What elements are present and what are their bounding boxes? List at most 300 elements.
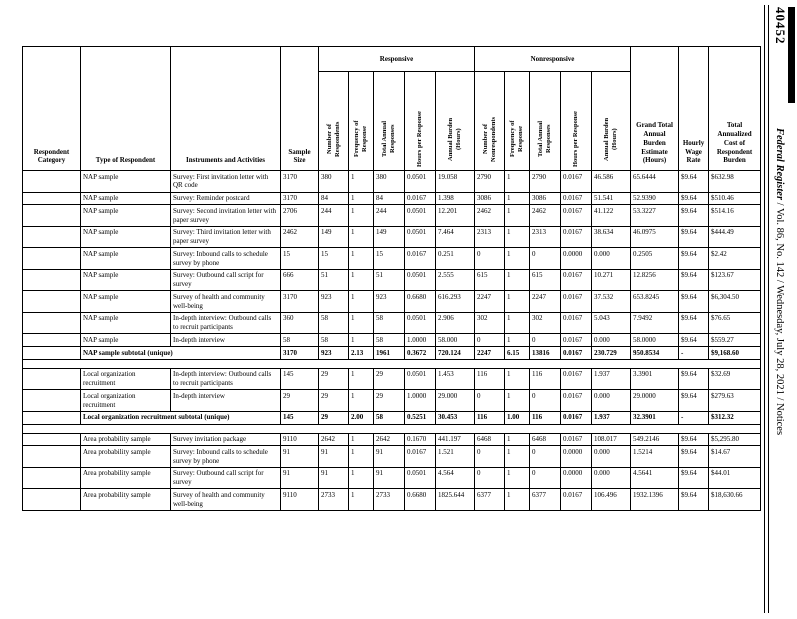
grand-total-burden-cell: 29.0000 xyxy=(631,390,679,412)
resp-annual-burden-cell: 1.398 xyxy=(436,192,475,205)
rot-header-hours-per-response-responsive: Hours per Response xyxy=(405,72,436,171)
resp-total-responses-cell: 91 xyxy=(374,467,405,489)
rot-header-total-annual-responses-responsive: Total Annual Responses xyxy=(374,72,405,171)
nonresp-annual-burden-cell: 0.000 xyxy=(592,334,631,347)
instrument-activity-cell: Survey: Reminder postcard xyxy=(171,192,281,205)
table-row xyxy=(23,446,761,468)
group-header-row xyxy=(23,47,761,72)
page-edge-black-bar xyxy=(788,7,795,103)
grand-total-burden-cell: 549.2146 xyxy=(631,433,679,446)
resp-hours-per-response-cell: 0.0167 xyxy=(405,248,436,270)
nonresp-hours-per-response-cell: 0.0167 xyxy=(561,291,592,313)
total-cost-cell: $18,630.66 xyxy=(709,489,761,511)
type-of-respondent-cell: Local organization recruitment xyxy=(81,390,171,412)
respondent-category-cell xyxy=(23,467,81,489)
respondent-category-cell xyxy=(23,347,81,360)
nonresp-total-responses-cell: 0 xyxy=(530,467,561,489)
section-spacer-row xyxy=(23,359,761,368)
subtotal-row xyxy=(23,347,761,360)
nonresp-frequency-cell: 1 xyxy=(505,334,530,347)
resp-annual-burden-cell: 1.521 xyxy=(436,446,475,468)
table-row xyxy=(23,334,761,347)
resp-total-responses-cell: 244 xyxy=(374,205,405,227)
resp-total-responses-cell: 84 xyxy=(374,192,405,205)
instrument-activity-cell: In-depth interview: Outbound calls to recruit participants xyxy=(171,368,281,390)
resp-annual-burden-cell: 441.197 xyxy=(436,433,475,446)
nonresp-hours-per-response-cell: 0.0167 xyxy=(561,390,592,412)
resp-hours-per-response-cell: 0.3672 xyxy=(405,347,436,360)
type-of-respondent-cell: NAP sample xyxy=(81,312,171,334)
nonresp-frequency-cell: 1 xyxy=(505,226,530,248)
header-total-annualized-cost: Total Annualized Cost of Respondent Burden xyxy=(709,47,761,171)
header-sample-size: Sample Size xyxy=(281,47,319,171)
total-cost-cell: $444.49 xyxy=(709,226,761,248)
burden-table-container xyxy=(22,46,760,511)
sample-size-cell: 15 xyxy=(281,248,319,270)
resp-number-cell: 29 xyxy=(319,390,349,412)
respondent-category-cell xyxy=(23,192,81,205)
header-hourly-wage-rate: Hourly Wage Rate xyxy=(679,47,709,171)
total-cost-cell: $32.69 xyxy=(709,368,761,390)
total-cost-cell: $2.42 xyxy=(709,248,761,270)
resp-annual-burden-cell: 2.906 xyxy=(436,312,475,334)
resp-hours-per-response-cell: 1.0000 xyxy=(405,334,436,347)
instrument-activity-cell: In-depth interview xyxy=(171,390,281,412)
resp-annual-burden-cell: 30.453 xyxy=(436,411,475,424)
nonresp-number-cell: 0 xyxy=(475,446,505,468)
resp-number-cell: 2642 xyxy=(319,433,349,446)
section-spacer-cell xyxy=(23,359,761,368)
resp-number-cell: 84 xyxy=(319,192,349,205)
hourly-wage-cell: $9.64 xyxy=(679,205,709,227)
nonresp-total-responses-cell: 6468 xyxy=(530,433,561,446)
type-of-respondent-cell: NAP sample xyxy=(81,205,171,227)
grand-total-burden-cell: 3.3901 xyxy=(631,368,679,390)
resp-frequency-cell: 1 xyxy=(349,205,374,227)
respondent-category-cell xyxy=(23,368,81,390)
nonresp-hours-per-response-cell: 0.0167 xyxy=(561,312,592,334)
resp-hours-per-response-cell: 0.0501 xyxy=(405,226,436,248)
nonresp-total-responses-cell: 0 xyxy=(530,390,561,412)
sample-size-cell: 9110 xyxy=(281,489,319,511)
type-of-respondent-cell: NAP sample xyxy=(81,248,171,270)
instrument-activity-cell: Survey: Outbound call script for survey xyxy=(171,467,281,489)
resp-number-cell: 58 xyxy=(319,312,349,334)
hourly-wage-cell: $9.64 xyxy=(679,489,709,511)
respondent-category-cell xyxy=(23,171,81,193)
resp-total-responses-cell: 51 xyxy=(374,269,405,291)
resp-number-cell: 58 xyxy=(319,334,349,347)
resp-frequency-cell: 1 xyxy=(349,390,374,412)
nonresp-total-responses-cell: 0 xyxy=(530,248,561,270)
type-of-respondent-cell: Area probability sample xyxy=(81,446,171,468)
resp-annual-burden-cell: 0.251 xyxy=(436,248,475,270)
journal-name: Federal Register xyxy=(774,128,785,201)
nonresp-annual-burden-cell: 37.532 xyxy=(592,291,631,313)
nonresp-number-cell: 2313 xyxy=(475,226,505,248)
instrument-activity-cell: In-depth interview: Outbound calls to recruit participants xyxy=(171,312,281,334)
grand-total-burden-cell: 1.5214 xyxy=(631,446,679,468)
resp-annual-burden-cell: 7.464 xyxy=(436,226,475,248)
table-row xyxy=(23,368,761,390)
nonresp-number-cell: 0 xyxy=(475,390,505,412)
hourly-wage-cell: $9.64 xyxy=(679,171,709,193)
resp-annual-burden-cell: 58.000 xyxy=(436,334,475,347)
resp-total-responses-cell: 91 xyxy=(374,446,405,468)
nonresp-total-responses-cell: 0 xyxy=(530,334,561,347)
resp-number-cell: 91 xyxy=(319,467,349,489)
nonresp-annual-burden-cell: 0.000 xyxy=(592,248,631,270)
nonresp-annual-burden-cell: 38.634 xyxy=(592,226,631,248)
sample-size-cell: 3170 xyxy=(281,291,319,313)
type-of-respondent-cell: Area probability sample xyxy=(81,489,171,511)
header-respondent-category: Respondent Category xyxy=(23,47,81,171)
total-cost-cell: $510.46 xyxy=(709,192,761,205)
nonresp-frequency-cell: 6.15 xyxy=(505,347,530,360)
resp-total-responses-cell: 29 xyxy=(374,390,405,412)
nonresp-hours-per-response-cell: 0.0000 xyxy=(561,248,592,270)
resp-hours-per-response-cell: 0.5251 xyxy=(405,411,436,424)
table-row xyxy=(23,433,761,446)
resp-frequency-cell: 1 xyxy=(349,171,374,193)
respondent-category-cell xyxy=(23,291,81,313)
nonresp-number-cell: 2462 xyxy=(475,205,505,227)
resp-total-responses-cell: 380 xyxy=(374,171,405,193)
resp-total-responses-cell: 58 xyxy=(374,312,405,334)
total-cost-cell: $76.65 xyxy=(709,312,761,334)
sample-size-cell: 29 xyxy=(281,390,319,412)
nonresp-number-cell: 2247 xyxy=(475,347,505,360)
type-of-respondent-cell: NAP sample xyxy=(81,192,171,205)
grand-total-burden-cell: 53.3227 xyxy=(631,205,679,227)
total-cost-cell: $123.67 xyxy=(709,269,761,291)
sample-size-cell: 2706 xyxy=(281,205,319,227)
grand-total-burden-cell: 32.3901 xyxy=(631,411,679,424)
hourly-wage-cell: $9.64 xyxy=(679,312,709,334)
total-cost-cell: $279.63 xyxy=(709,390,761,412)
rot-header-number-of-respondents: Number of Respondents xyxy=(319,72,349,171)
resp-total-responses-cell: 2642 xyxy=(374,433,405,446)
resp-hours-per-response-cell: 0.0167 xyxy=(405,446,436,468)
type-of-respondent-cell: Local organization recruitment xyxy=(81,368,171,390)
table-row xyxy=(23,269,761,291)
respondent-category-cell xyxy=(23,390,81,412)
sample-size-cell: 145 xyxy=(281,368,319,390)
nonresp-frequency-cell: 1 xyxy=(505,467,530,489)
section-spacer-cell xyxy=(23,424,761,433)
nonresp-annual-burden-cell: 51.541 xyxy=(592,192,631,205)
nonresp-annual-burden-cell: 106.496 xyxy=(592,489,631,511)
nonresp-hours-per-response-cell: 0.0167 xyxy=(561,269,592,291)
grand-total-burden-cell: 12.8256 xyxy=(631,269,679,291)
grand-total-burden-cell: 46.0975 xyxy=(631,226,679,248)
hourly-wage-cell: $9.64 xyxy=(679,446,709,468)
nonresp-frequency-cell: 1 xyxy=(505,446,530,468)
rot-header-total-annual-responses-nonresponsive: Total Annual Responses xyxy=(530,72,561,171)
respondent-category-cell xyxy=(23,312,81,334)
nonresp-total-responses-cell: 2313 xyxy=(530,226,561,248)
header-grand-total-burden: Grand Total Annual Burden Estimate (Hours) xyxy=(631,47,679,171)
table-row xyxy=(23,248,761,270)
nonresp-annual-burden-cell: 5.043 xyxy=(592,312,631,334)
grand-total-burden-cell: 1932.1396 xyxy=(631,489,679,511)
nonresp-number-cell: 116 xyxy=(475,411,505,424)
hourly-wage-cell: $9.64 xyxy=(679,433,709,446)
nonresp-frequency-cell: 1 xyxy=(505,192,530,205)
nonresp-total-responses-cell: 615 xyxy=(530,269,561,291)
header-nonresponsive-group: Nonresponsive xyxy=(475,47,631,72)
instrument-activity-cell: Survey: Outbound call script for survey xyxy=(171,269,281,291)
grand-total-burden-cell: 4.5641 xyxy=(631,467,679,489)
hourly-wage-cell: $9.64 xyxy=(679,192,709,205)
nonresp-hours-per-response-cell: 0.0167 xyxy=(561,489,592,511)
instrument-activity-cell: Survey: Second invitation letter with paper survey xyxy=(171,205,281,227)
nonresp-annual-burden-cell: 1.937 xyxy=(592,411,631,424)
resp-hours-per-response-cell: 0.0501 xyxy=(405,205,436,227)
resp-annual-burden-cell: 720.124 xyxy=(436,347,475,360)
nonresp-hours-per-response-cell: 0.0167 xyxy=(561,171,592,193)
respondent-category-cell xyxy=(23,489,81,511)
resp-total-responses-cell: 29 xyxy=(374,368,405,390)
sample-size-cell: 3170 xyxy=(281,171,319,193)
nonresp-total-responses-cell: 2462 xyxy=(530,205,561,227)
nonresp-frequency-cell: 1 xyxy=(505,368,530,390)
nonresp-number-cell: 615 xyxy=(475,269,505,291)
nonresp-hours-per-response-cell: 0.0167 xyxy=(561,192,592,205)
resp-frequency-cell: 1 xyxy=(349,433,374,446)
right-margin-rule-inner xyxy=(768,5,769,613)
sample-size-cell: 91 xyxy=(281,446,319,468)
nonresp-frequency-cell: 1 xyxy=(505,269,530,291)
nonresp-frequency-cell: 1 xyxy=(505,390,530,412)
nonresp-hours-per-response-cell: 0.0167 xyxy=(561,368,592,390)
rot-header-hours-per-response-nonresponsive: Hours per Response xyxy=(561,72,592,171)
nonresp-total-responses-cell: 0 xyxy=(530,446,561,468)
nonresp-hours-per-response-cell: 0.0167 xyxy=(561,433,592,446)
nonresp-total-responses-cell: 2247 xyxy=(530,291,561,313)
resp-total-responses-cell: 58 xyxy=(374,334,405,347)
instrument-activity-cell: Survey invitation package xyxy=(171,433,281,446)
hourly-wage-cell: $9.64 xyxy=(679,334,709,347)
nonresp-annual-burden-cell: 0.000 xyxy=(592,467,631,489)
table-row xyxy=(23,226,761,248)
page-number: 40452 xyxy=(773,7,788,45)
resp-total-responses-cell: 58 xyxy=(374,411,405,424)
nonresp-frequency-cell: 1 xyxy=(505,312,530,334)
resp-annual-burden-cell: 1.453 xyxy=(436,368,475,390)
instrument-activity-cell: Survey: Third invitation letter with paper survey xyxy=(171,226,281,248)
resp-number-cell: 2733 xyxy=(319,489,349,511)
header-type-of-respondent: Type of Respondent xyxy=(81,47,171,171)
subtotal-label-cell: NAP sample subtotal (unique) xyxy=(81,347,281,360)
nonresp-frequency-cell: 1 xyxy=(505,433,530,446)
table-row xyxy=(23,192,761,205)
nonresp-frequency-cell: 1 xyxy=(505,291,530,313)
resp-frequency-cell: 2.00 xyxy=(349,411,374,424)
nonresp-annual-burden-cell: 108.017 xyxy=(592,433,631,446)
resp-hours-per-response-cell: 0.1670 xyxy=(405,433,436,446)
total-cost-cell: $632.98 xyxy=(709,171,761,193)
type-of-respondent-cell: NAP sample xyxy=(81,334,171,347)
nonresp-hours-per-response-cell: 0.0000 xyxy=(561,467,592,489)
table-row xyxy=(23,291,761,313)
sample-size-cell: 3170 xyxy=(281,192,319,205)
hourly-wage-cell: $9.64 xyxy=(679,248,709,270)
table-header xyxy=(23,47,761,171)
table-row xyxy=(23,467,761,489)
resp-hours-per-response-cell: 1.0000 xyxy=(405,390,436,412)
resp-frequency-cell: 1 xyxy=(349,334,374,347)
sample-size-cell: 145 xyxy=(281,411,319,424)
nonresp-total-responses-cell: 302 xyxy=(530,312,561,334)
nonresp-number-cell: 302 xyxy=(475,312,505,334)
grand-total-burden-cell: 58.0000 xyxy=(631,334,679,347)
nonresp-number-cell: 2790 xyxy=(475,171,505,193)
respondent-category-cell xyxy=(23,226,81,248)
table-row xyxy=(23,489,761,511)
resp-hours-per-response-cell: 0.6680 xyxy=(405,489,436,511)
resp-number-cell: 91 xyxy=(319,446,349,468)
hourly-wage-cell: - xyxy=(679,411,709,424)
type-of-respondent-cell: NAP sample xyxy=(81,291,171,313)
nonresp-hours-per-response-cell: 0.0167 xyxy=(561,411,592,424)
type-of-respondent-cell: Area probability sample xyxy=(81,433,171,446)
type-of-respondent-cell: Area probability sample xyxy=(81,467,171,489)
resp-hours-per-response-cell: 0.0167 xyxy=(405,192,436,205)
instrument-activity-cell: Survey: Inbound calls to schedule survey by phone xyxy=(171,446,281,468)
grand-total-burden-cell: 52.9390 xyxy=(631,192,679,205)
resp-frequency-cell: 1 xyxy=(349,467,374,489)
resp-hours-per-response-cell: 0.0501 xyxy=(405,368,436,390)
nonresp-total-responses-cell: 2790 xyxy=(530,171,561,193)
resp-frequency-cell: 1 xyxy=(349,269,374,291)
nonresp-frequency-cell: 1 xyxy=(505,205,530,227)
nonresp-annual-burden-cell: 230.729 xyxy=(592,347,631,360)
nonresp-number-cell: 116 xyxy=(475,368,505,390)
type-of-respondent-cell: NAP sample xyxy=(81,226,171,248)
sample-size-cell: 3170 xyxy=(281,347,319,360)
sample-size-cell: 2462 xyxy=(281,226,319,248)
resp-annual-burden-cell: 19.058 xyxy=(436,171,475,193)
nonresp-hours-per-response-cell: 0.0167 xyxy=(561,334,592,347)
respondent-category-cell xyxy=(23,411,81,424)
rot-header-frequency-of-response-responsive: Frequency of Response xyxy=(349,72,374,171)
resp-hours-per-response-cell: 0.0501 xyxy=(405,312,436,334)
header-responsive-group: Responsive xyxy=(319,47,475,72)
running-head xyxy=(774,128,785,435)
nonresp-number-cell: 0 xyxy=(475,248,505,270)
nonresp-number-cell: 6377 xyxy=(475,489,505,511)
resp-number-cell: 244 xyxy=(319,205,349,227)
hourly-wage-cell: $9.64 xyxy=(679,291,709,313)
nonresp-annual-burden-cell: 46.586 xyxy=(592,171,631,193)
hourly-wage-cell: $9.64 xyxy=(679,269,709,291)
type-of-respondent-cell: NAP sample xyxy=(81,269,171,291)
total-cost-cell: $514.16 xyxy=(709,205,761,227)
subtotal-row xyxy=(23,411,761,424)
resp-frequency-cell: 1 xyxy=(349,226,374,248)
sample-size-cell: 360 xyxy=(281,312,319,334)
nonresp-hours-per-response-cell: 0.0167 xyxy=(561,226,592,248)
sample-size-cell: 58 xyxy=(281,334,319,347)
nonresp-annual-burden-cell: 41.122 xyxy=(592,205,631,227)
total-cost-cell: $44.01 xyxy=(709,467,761,489)
grand-total-burden-cell: 7.9492 xyxy=(631,312,679,334)
burden-table xyxy=(22,46,761,511)
nonresp-frequency-cell: 1 xyxy=(505,248,530,270)
nonresp-total-responses-cell: 6377 xyxy=(530,489,561,511)
resp-number-cell: 149 xyxy=(319,226,349,248)
resp-number-cell: 51 xyxy=(319,269,349,291)
total-cost-cell: $9,168.60 xyxy=(709,347,761,360)
running-head-citation: / Vol. 86, No. 142 / Wednesday, July 28, 2021 / Notices xyxy=(774,200,785,436)
resp-hours-per-response-cell: 0.0501 xyxy=(405,269,436,291)
resp-frequency-cell: 1 xyxy=(349,312,374,334)
nonresp-number-cell: 0 xyxy=(475,467,505,489)
total-cost-cell: $559.27 xyxy=(709,334,761,347)
grand-total-burden-cell: 0.2505 xyxy=(631,248,679,270)
total-cost-cell: $312.32 xyxy=(709,411,761,424)
header-instruments-activities: Instruments and Activities xyxy=(171,47,281,171)
respondent-category-cell xyxy=(23,205,81,227)
resp-annual-burden-cell: 1825.644 xyxy=(436,489,475,511)
sample-size-cell: 91 xyxy=(281,467,319,489)
resp-annual-burden-cell: 12.201 xyxy=(436,205,475,227)
nonresp-total-responses-cell: 116 xyxy=(530,368,561,390)
resp-annual-burden-cell: 4.564 xyxy=(436,467,475,489)
nonresp-total-responses-cell: 3086 xyxy=(530,192,561,205)
nonresp-number-cell: 3086 xyxy=(475,192,505,205)
grand-total-burden-cell: 653.8245 xyxy=(631,291,679,313)
resp-number-cell: 29 xyxy=(319,368,349,390)
resp-number-cell: 15 xyxy=(319,248,349,270)
right-margin-rule-outer xyxy=(764,5,765,613)
respondent-category-cell xyxy=(23,433,81,446)
nonresp-number-cell: 0 xyxy=(475,334,505,347)
nonresp-number-cell: 6468 xyxy=(475,433,505,446)
subtotal-label-cell: Local organization recruitment subtotal (unique) xyxy=(81,411,281,424)
respondent-category-cell xyxy=(23,269,81,291)
resp-hours-per-response-cell: 0.0501 xyxy=(405,171,436,193)
rot-header-annual-burden-nonresponsive: Annual Burden (Hours) xyxy=(592,72,631,171)
grand-total-burden-cell: 65.6444 xyxy=(631,171,679,193)
resp-total-responses-cell: 1961 xyxy=(374,347,405,360)
nonresp-number-cell: 2247 xyxy=(475,291,505,313)
nonresp-hours-per-response-cell: 0.0167 xyxy=(561,205,592,227)
grand-total-burden-cell: 950.8534 xyxy=(631,347,679,360)
nonresp-frequency-cell: 1 xyxy=(505,489,530,511)
table-body xyxy=(23,171,761,511)
table-row xyxy=(23,390,761,412)
instrument-activity-cell: Survey of health and community well-being xyxy=(171,489,281,511)
respondent-category-cell xyxy=(23,248,81,270)
respondent-category-cell xyxy=(23,446,81,468)
resp-total-responses-cell: 2733 xyxy=(374,489,405,511)
resp-frequency-cell: 2.13 xyxy=(349,347,374,360)
resp-frequency-cell: 1 xyxy=(349,192,374,205)
instrument-activity-cell: Survey: Inbound calls to schedule survey by phone xyxy=(171,248,281,270)
sample-size-cell: 666 xyxy=(281,269,319,291)
rot-header-annual-burden-responsive: Annual Burden (Hours) xyxy=(436,72,475,171)
resp-frequency-cell: 1 xyxy=(349,446,374,468)
instrument-activity-cell: Survey: First invitation letter with QR code xyxy=(171,171,281,193)
nonresp-annual-burden-cell: 0.000 xyxy=(592,446,631,468)
resp-frequency-cell: 1 xyxy=(349,248,374,270)
table-row xyxy=(23,171,761,193)
respondent-category-cell xyxy=(23,334,81,347)
rot-header-frequency-of-response-nonresponsive: Frequency of Response xyxy=(505,72,530,171)
nonresp-hours-per-response-cell: 0.0000 xyxy=(561,446,592,468)
